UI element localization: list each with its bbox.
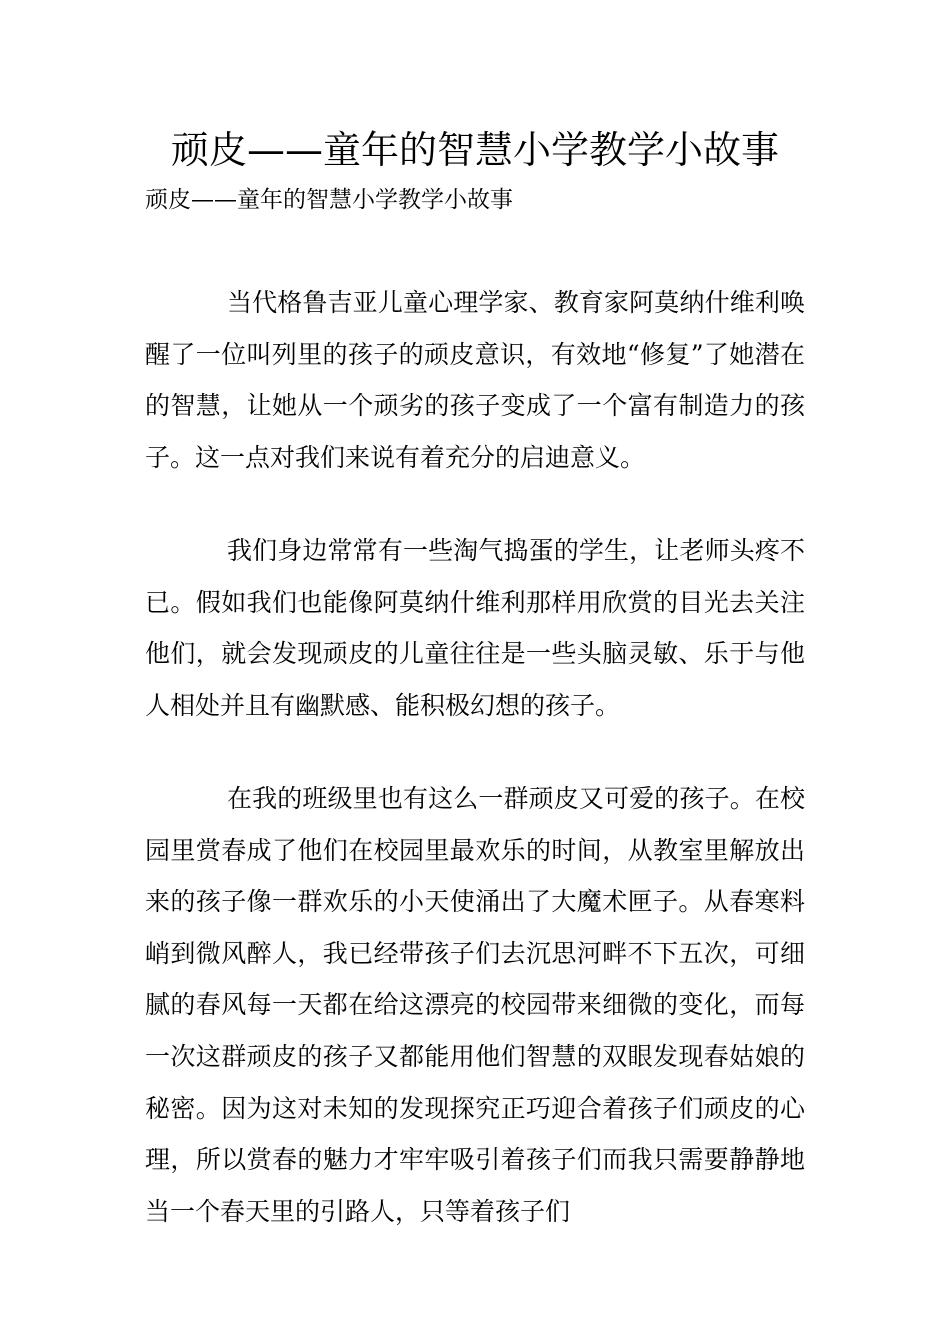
paragraph-1: 当代格鲁吉亚儿童心理学家、教育家阿莫纳什维利唤醒了一位叫列里的孩子的顽皮意识，有效地“修复”了她潜在的智慧，让她从一个顽劣的孩子变成了一个富有制造力的孩子。这一点对我们来说有着充分的启迪意义。: [145, 288, 805, 472]
document-title: 顽皮——童年的智慧小学教学小故事: [170, 128, 779, 172]
paragraph-2: 我们身边常常有一些淘气捣蛋的学生，让老师头疼不已。假如我们也能像阿莫纳什维利那样用欣赏的目光去关注他们，就会发现顽皮的儿童往往是一些头脑灵敏、乐于与他人相处并且有幽默感、能积极幻想的孩子。: [145, 536, 805, 720]
document-subtitle: 顽皮——童年的智慧小学教学小故事: [145, 187, 513, 213]
paragraph-3: 在我的班级里也有这么一群顽皮又可爱的孩子。在校园里赏春成了他们在校园里最欢乐的时间，从教室里解放出来的孩子像一群欢乐的小天使涌出了大魔术匣子。从春寒料峭到微风醉人，我已经带孩子们去沉思河畔不下五次，可细腻的春风每一天都在给这漂亮的校园带来细微的变化，而每一次这群顽皮的孩子又都能用他们智慧的双眼发现春姑娘的秘密。因为这对未知的发现探究正巧迎合着孩子们顽皮的心理，所以赏春的魅力才牢牢吸引着孩子们而我只需要静静地当一个春天里的引路人，只等着孩子们: [145, 784, 805, 1226]
